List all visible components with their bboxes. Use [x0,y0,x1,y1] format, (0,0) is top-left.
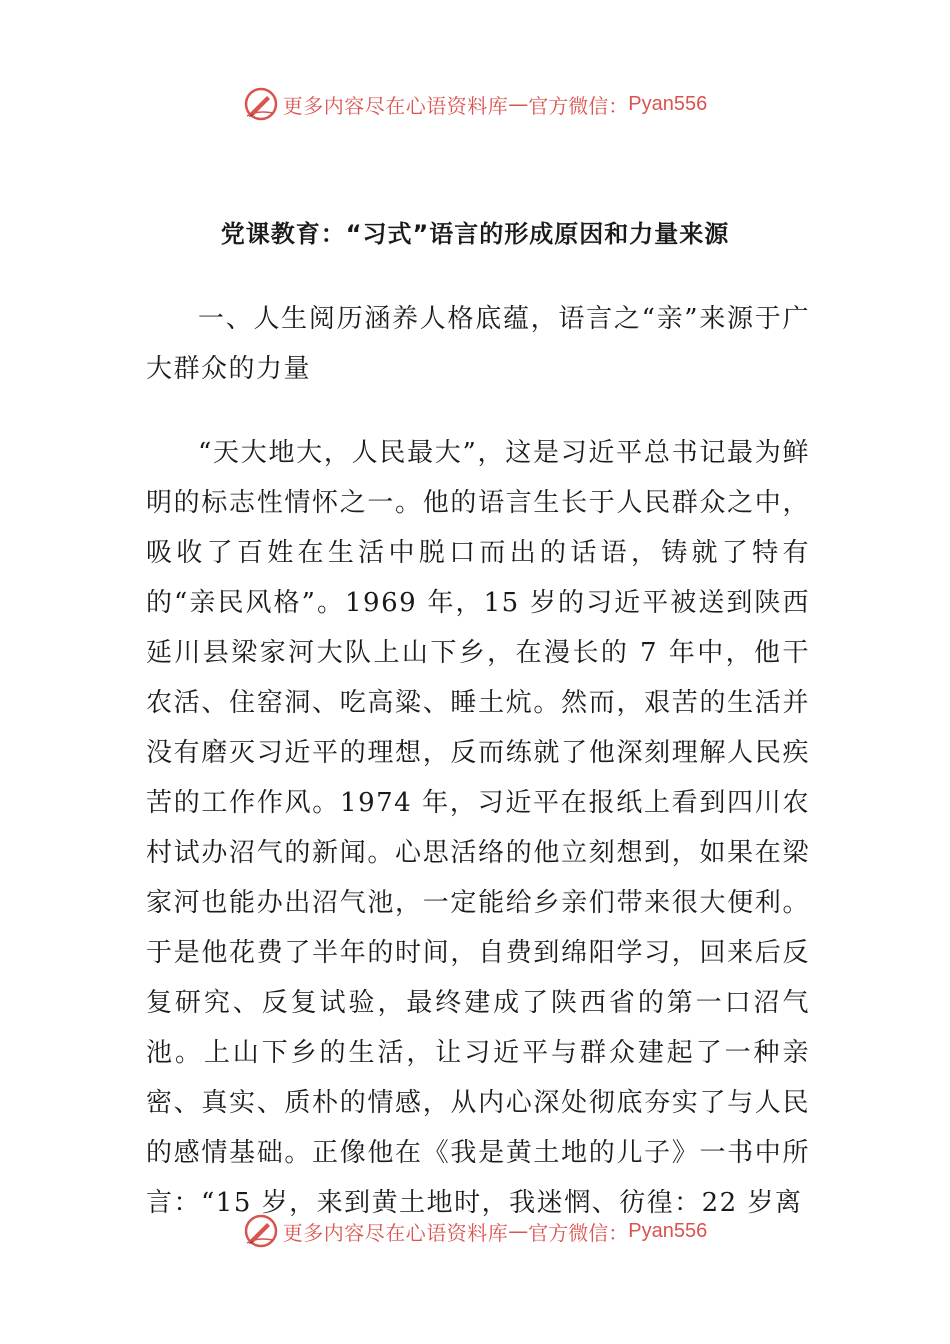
pen-circle-logo-icon [243,1213,279,1249]
header-watermark [0,84,950,124]
watermark-main-text: 更多内容尽在心语资料库 [282,1220,509,1245]
watermark-handle: Pyan556 [628,92,708,115]
section-heading-block [146,294,810,394]
section-heading: 一、人生阅历涵养人格底蕴，语言之“亲”来源于广大群众的力量 [146,304,810,384]
watermark-separator: — [508,92,529,116]
watermark-contact-label: 官方微信： [528,1220,629,1245]
watermark-handle: Pyan556 [628,1219,708,1242]
body-block [146,428,810,1228]
watermark-separator: — [508,1219,529,1243]
body-paragraph: “天大地大，人民最大”，这是习近平总书记最为鲜明的标志性情怀之一。他的语言生长于人民群众之中，吸收了百姓在生活中脱口而出的话语，铸就了特有的“亲民风格”。1969 年，15 岁的习近平被送到陕西延川县梁家河大队上山下乡，在漫长的 7 年中，他干农活、住窑洞、吃高粱、睡土炕。然而，艰苦的生活并没有磨灭习近平的理想，反而练就了他深刻理解人民疾苦的工作作风。1974 年，习近平在报纸上看到四川农村试办沼气的新闻。心思活络的他立刻想到，如果在梁家河也能办出沼气池，一定能给乡亲们带来很大便利。于是他花费了半年的时间，自费到绵阳学习，回来后反复研究、反复试验，最终建成了陕西省的第一口沼气池。上山下乡的生活，让习近平与群众建起了一种亲密、真实、质朴的情感，从内心深处彻底夯实了与人民的感情基础。正像他在《我是黄土地的儿子》一书中所言：“15 岁，来到黄土地时，我迷惘、彷徨：22 岁离 [146,438,810,1218]
footer-watermark [0,1211,950,1251]
pen-circle-logo-icon [243,86,279,122]
document-title: 党课教育：“习式”语言的形成原因和力量来源 [220,220,730,248]
watermark-contact-label: 官方微信： [528,93,629,118]
watermark-main-text: 更多内容尽在心语资料库 [282,93,509,118]
